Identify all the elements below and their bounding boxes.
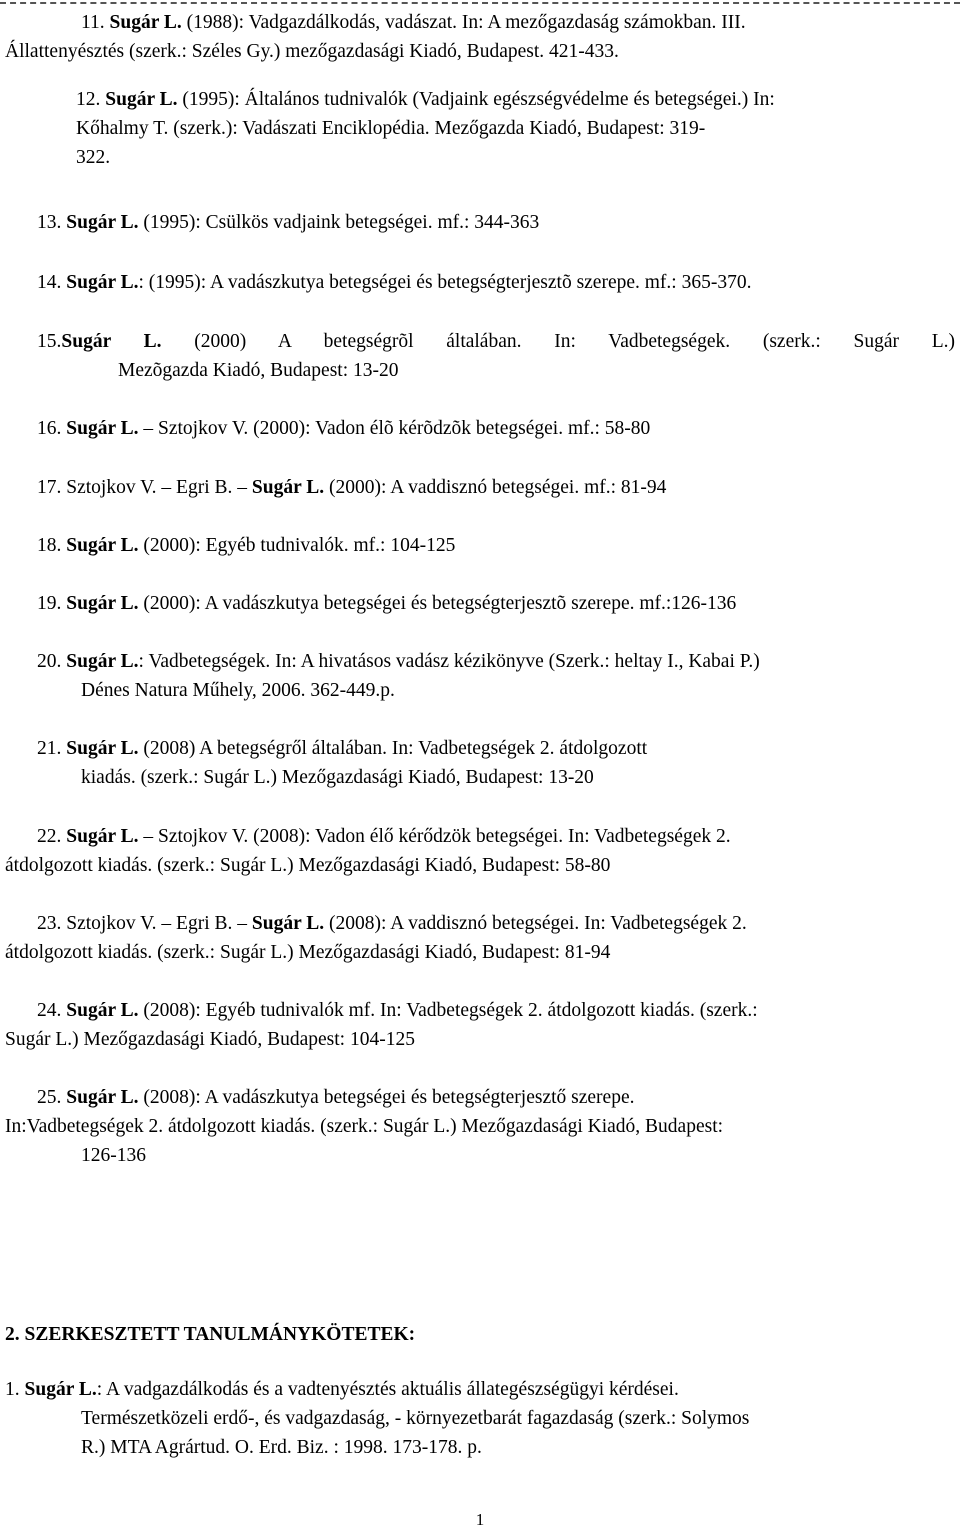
reference-24-line-2: Sugár L.) Mezőgazdasági Kiadó, Budapest: 104-125 [5,1029,415,1050]
page-number: 1 [475,1510,485,1529]
reference-15 [5,327,958,385]
reference-14-line-1: 14. Sugár L.: (1995): A vadászkutya betegségei és betegségterjesztõ szerepe. mf.: 365-370. [37,272,752,293]
reference-12-line-1: 12. Sugár L. (1995): Általános tudnivalók (Vadjaink egészségvédelme és betegségei.) In: [76,89,775,110]
reference-11 [5,8,958,66]
section-entry-1 [5,1375,958,1462]
reference-22-line-2: átdolgozott kiadás. (szerk.: Sugár L.) Mezőgazdasági Kiadó, Budapest: 58-80 [5,855,611,876]
reference-19-line-1: 19. Sugár L. (2000): A vadászkutya betegségei és betegségterjesztõ szerepe. mf.:126-136 [37,593,737,614]
reference-15-line-1: 15.Sugár L. (2000) A betegségrõl általában. In: Vadbetegségek. (szerk.: Sugár L.) [37,331,956,352]
reference-21-line-2: kiadás. (szerk.: Sugár L.) Mezőgazdasági Kiadó, Budapest: 13-20 [81,767,594,788]
section-entry-1-line-2: Természetközeli erdő-, és vadgazdaság, - környezetbarát fagazdaság (szerk.: Solymos [81,1408,750,1429]
reference-21-line-1: 21. Sugár L. (2008) A betegségről általában. In: Vadbetegségek 2. átdolgozott [37,738,648,759]
reference-14 [5,268,958,297]
reference-24-line-1: 24. Sugár L. (2008): Egyéb tudnivalók mf. In: Vadbetegségek 2. átdolgozott kiadás. (szerk.: [37,1000,758,1021]
reference-24 [5,996,958,1054]
section-entry-1-line-1: 1. Sugár L.: A vadgazdálkodás és a vadtenyésztés aktuális állategészségügyi kérdései. [5,1379,679,1400]
reference-20 [5,647,958,705]
reference-25-line-2: In:Vadbetegségek 2. átdolgozott kiadás. (szerk.: Sugár L.) Mezőgazdasági Kiadó, Budapest: [5,1116,724,1137]
reference-23-line-2: átdolgozott kiadás. (szerk.: Sugár L.) Mezőgazdasági Kiadó, Budapest: 81-94 [5,942,611,963]
section-entry-1-line-3: R.) MTA Agrártud. O. Erd. Biz. : 1998. 173-178. p. [81,1437,482,1458]
reference-20-line-1: 20. Sugár L.: Vadbetegségek. In: A hivatásos vadász kézikönyve (Szerk.: heltay I., Kabai P.) [37,651,760,672]
reference-15-line-2: Mezõgazda Kiadó, Budapest: 13-20 [118,360,399,381]
reference-23 [5,909,958,967]
reference-16-line-1: 16. Sugár L. – Sztojkov V. (2000): Vadon élõ kérõdzõk betegségei. mf.: 58-80 [37,418,651,439]
reference-22-line-1: 22. Sugár L. – Sztojkov V. (2008): Vadon élő kérődzök betegségei. In: Vadbetegségek 2. [37,826,731,847]
reference-22 [5,822,958,880]
reference-13-line-1: 13. Sugár L. (1995): Csülkös vadjaink betegségei. mf.: 344-363 [37,212,540,233]
reference-25 [5,1083,958,1170]
reference-12 [5,85,958,172]
reference-12-line-2: Kőhalmy T. (szerk.): Vadászati Enciklopédia. Mezőgazda Kiadó, Budapest: 319- [76,118,706,139]
reference-19 [5,589,958,618]
reference-17-line-1: 17. Sztojkov V. – Egri B. – Sugár L. (2000): A vaddisznó betegségei. mf.: 81-94 [37,477,667,498]
reference-23-line-1: 23. Sztojkov V. – Egri B. – Sugár L. (2008): A vaddisznó betegségei. In: Vadbetegségek 2. [37,913,747,934]
reference-13 [5,208,958,237]
reference-11-line-2: Állattenyésztés (szerk.: Széles Gy.) mezőgazdasági Kiadó, Budapest. 421-433. [5,41,619,62]
reference-16 [5,414,958,443]
reference-25-line-1: 25. Sugár L. (2008): A vadászkutya betegségei és betegségterjesztő szerepe. [37,1087,635,1108]
section-heading: 2. SZERKESZTETT TANULMÁNYKÖTETEK: [5,1324,416,1345]
reference-11-line-1: 11. Sugár L. (1988): Vadgazdálkodás, vadászat. In: A mezőgazdaság számokban. III. [81,12,746,33]
reference-18-line-1: 18. Sugár L. (2000): Egyéb tudnivalók. mf.: 104-125 [37,535,456,556]
reference-12-line-3: 322. [76,147,111,168]
reference-18 [5,531,958,560]
header-dashed-rule [0,2,960,4]
reference-20-line-2: Dénes Natura Műhely, 2006. 362-449.p. [81,680,395,701]
reference-25-line-3: 126-136 [81,1145,146,1166]
reference-21 [5,734,958,792]
reference-17 [5,473,958,502]
